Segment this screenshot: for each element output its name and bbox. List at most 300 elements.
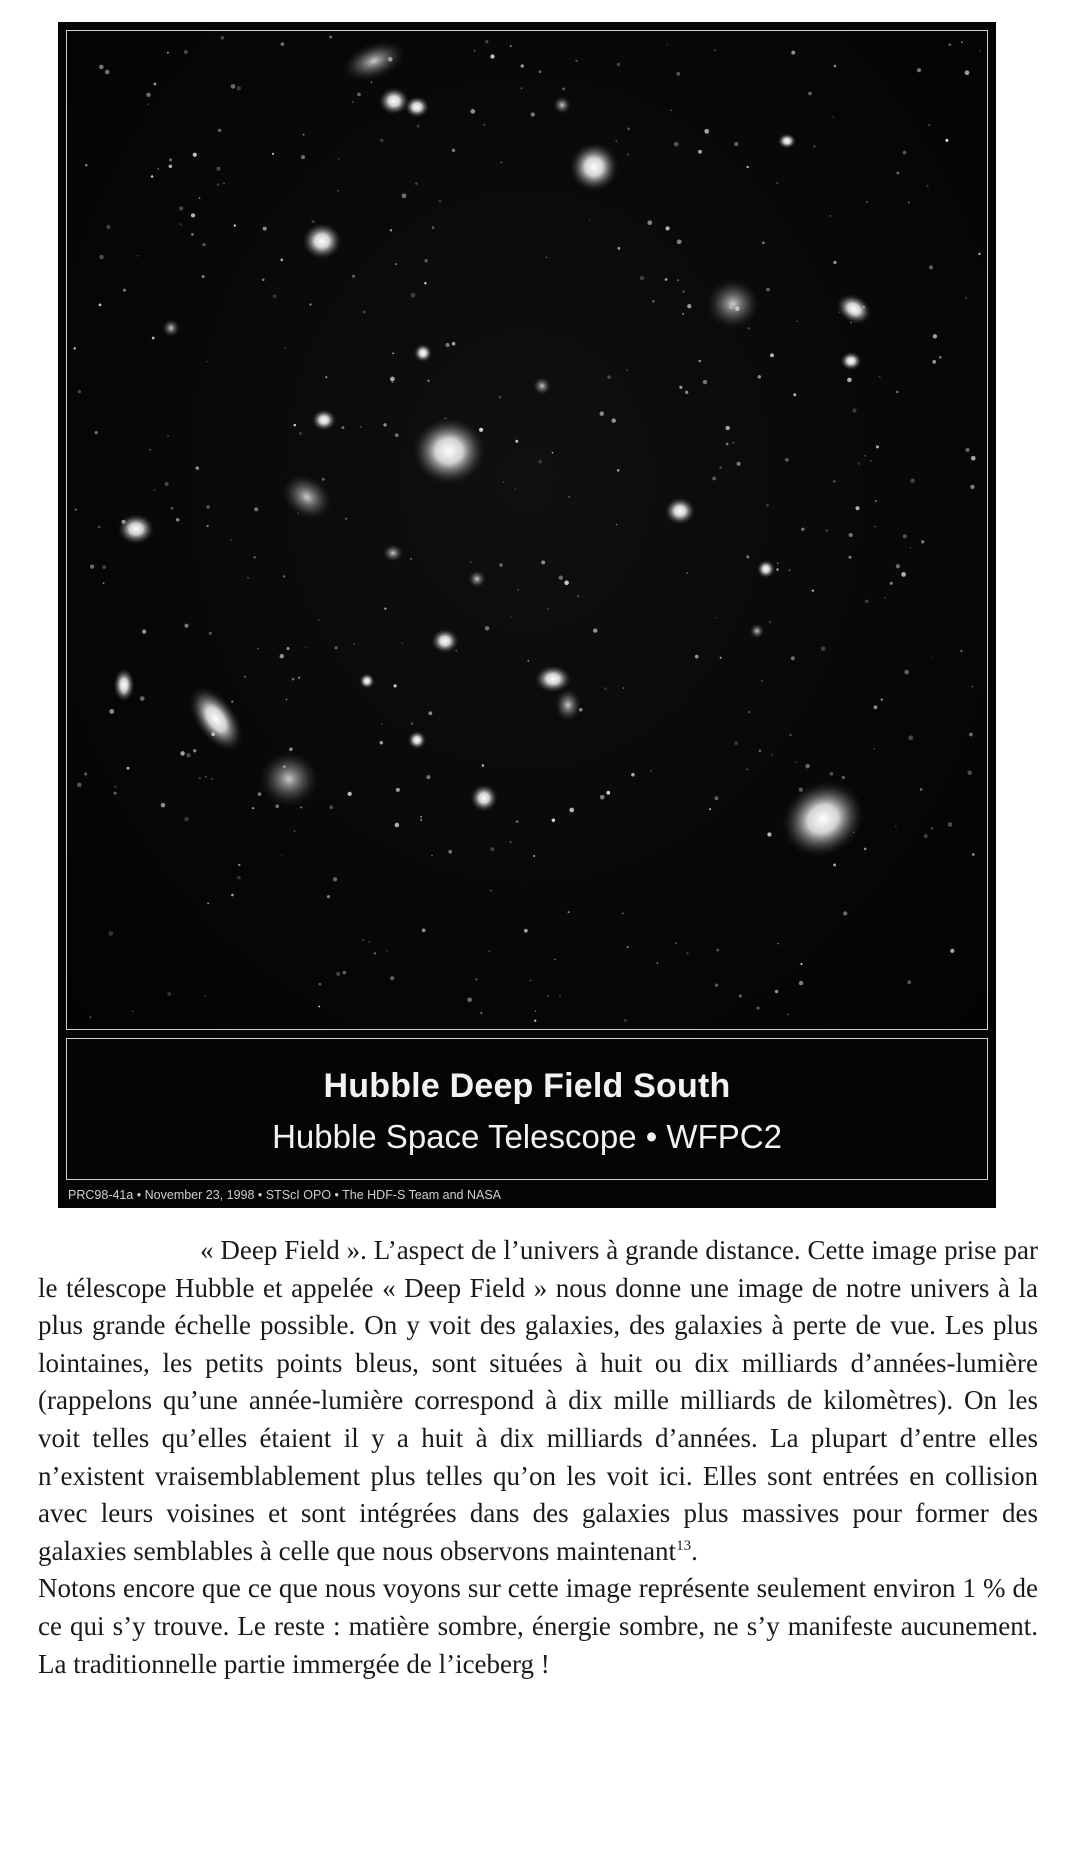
faint-galaxy-speck bbox=[206, 505, 210, 509]
faint-galaxy-speck bbox=[395, 823, 400, 828]
faint-galaxy-speck bbox=[600, 411, 605, 416]
faint-galaxy-speck bbox=[352, 275, 355, 278]
faint-galaxy-speck bbox=[503, 481, 504, 482]
faint-galaxy-speck bbox=[524, 929, 528, 933]
faint-galaxy-speck bbox=[516, 820, 519, 823]
faint-galaxy-speck bbox=[137, 255, 139, 257]
faint-galaxy-speck bbox=[852, 408, 856, 412]
faint-galaxy-speck bbox=[715, 984, 718, 987]
faint-galaxy-speck bbox=[484, 124, 486, 126]
faint-galaxy-speck bbox=[114, 786, 116, 788]
faint-galaxy-speck bbox=[78, 390, 81, 393]
faint-galaxy-speck bbox=[933, 334, 937, 338]
faint-galaxy-speck bbox=[258, 792, 262, 796]
faint-galaxy-speck bbox=[281, 855, 283, 857]
faint-galaxy-speck bbox=[238, 864, 240, 866]
faint-galaxy-speck bbox=[223, 183, 225, 185]
faint-galaxy-speck bbox=[924, 834, 928, 838]
faint-galaxy-speck bbox=[474, 50, 475, 51]
faint-galaxy-speck bbox=[180, 223, 182, 225]
galaxy bbox=[407, 730, 426, 749]
galaxy bbox=[765, 763, 881, 874]
faint-galaxy-speck bbox=[555, 959, 556, 960]
faint-galaxy-speck bbox=[90, 565, 94, 569]
faint-galaxy-speck bbox=[510, 841, 512, 843]
faint-galaxy-speck bbox=[237, 876, 241, 880]
faint-galaxy-speck bbox=[712, 477, 716, 481]
faint-galaxy-speck bbox=[161, 803, 166, 808]
faint-galaxy-speck bbox=[758, 375, 762, 379]
faint-galaxy-speck bbox=[967, 771, 972, 776]
faint-galaxy-speck bbox=[254, 556, 256, 558]
faint-galaxy-speck bbox=[606, 791, 610, 795]
faint-galaxy-speck bbox=[475, 978, 477, 980]
galaxy bbox=[257, 749, 321, 810]
faint-galaxy-speck bbox=[329, 36, 332, 39]
faint-galaxy-speck bbox=[311, 220, 314, 223]
faint-galaxy-speck bbox=[165, 482, 169, 486]
faint-galaxy-speck bbox=[217, 184, 219, 186]
faint-galaxy-speck bbox=[415, 182, 418, 185]
galaxy bbox=[404, 96, 430, 118]
faint-galaxy-speck bbox=[147, 103, 149, 105]
faint-galaxy-speck bbox=[687, 952, 689, 954]
faint-galaxy-speck bbox=[623, 687, 625, 689]
faint-galaxy-speck bbox=[604, 687, 607, 690]
faint-galaxy-speck bbox=[839, 312, 840, 313]
faint-galaxy-speck bbox=[284, 347, 286, 349]
faint-galaxy-speck bbox=[917, 68, 921, 72]
faint-galaxy-speck bbox=[579, 708, 583, 712]
faint-galaxy-speck bbox=[640, 276, 644, 280]
faint-galaxy-speck bbox=[193, 749, 196, 752]
faint-galaxy-speck bbox=[281, 42, 284, 45]
faint-galaxy-speck bbox=[929, 265, 933, 269]
faint-galaxy-speck bbox=[616, 524, 618, 526]
paragraph-1 bbox=[38, 1232, 1038, 1570]
faint-galaxy-speck bbox=[154, 489, 156, 491]
faint-galaxy-speck bbox=[830, 772, 834, 776]
faint-galaxy-speck bbox=[368, 941, 370, 943]
faint-galaxy-speck bbox=[766, 288, 770, 292]
faint-galaxy-speck bbox=[575, 60, 577, 62]
faint-galaxy-speck bbox=[734, 142, 738, 146]
faint-galaxy-speck bbox=[762, 242, 764, 244]
faint-galaxy-speck bbox=[714, 49, 716, 51]
faint-galaxy-speck bbox=[972, 853, 975, 856]
faint-galaxy-speck bbox=[501, 162, 502, 163]
faint-galaxy-speck bbox=[589, 219, 590, 220]
faint-galaxy-speck bbox=[849, 533, 853, 537]
faint-galaxy-speck bbox=[607, 375, 610, 378]
faint-galaxy-speck bbox=[808, 92, 812, 96]
faint-galaxy-speck bbox=[422, 928, 426, 932]
galaxy bbox=[301, 222, 343, 260]
faint-galaxy-speck bbox=[903, 534, 907, 538]
faint-galaxy-speck bbox=[907, 980, 911, 984]
galaxy bbox=[532, 376, 551, 395]
faint-galaxy-speck bbox=[895, 826, 896, 827]
faint-galaxy-speck bbox=[98, 526, 101, 529]
faint-galaxy-speck bbox=[617, 63, 620, 66]
faint-galaxy-speck bbox=[793, 393, 796, 396]
faint-galaxy-speck bbox=[374, 952, 377, 955]
faint-galaxy-speck bbox=[618, 247, 621, 250]
faint-galaxy-speck bbox=[650, 770, 652, 772]
faint-galaxy-speck bbox=[390, 976, 394, 980]
faint-galaxy-speck bbox=[184, 817, 188, 821]
faint-galaxy-speck bbox=[624, 1019, 627, 1022]
image-credit: PRC98-41a • November 23, 1998 • STScI OPO • The HDF-S Team and NASA bbox=[68, 1188, 501, 1202]
faint-galaxy-speck bbox=[428, 711, 432, 715]
faint-galaxy-speck bbox=[667, 44, 668, 45]
faint-galaxy-speck bbox=[191, 213, 195, 217]
faint-galaxy-speck bbox=[207, 902, 209, 904]
faint-galaxy-speck bbox=[970, 485, 974, 489]
faint-galaxy-speck bbox=[390, 377, 395, 382]
faint-galaxy-speck bbox=[480, 1012, 482, 1014]
faint-galaxy-speck bbox=[393, 684, 396, 687]
faint-galaxy-speck bbox=[777, 562, 779, 564]
faint-galaxy-speck bbox=[695, 655, 699, 659]
faint-galaxy-speck bbox=[547, 995, 549, 997]
galaxy bbox=[271, 462, 344, 532]
faint-galaxy-speck bbox=[102, 566, 105, 569]
faint-galaxy-speck bbox=[294, 424, 297, 427]
faint-galaxy-speck bbox=[309, 303, 311, 305]
faint-galaxy-speck bbox=[698, 150, 702, 154]
faint-galaxy-speck bbox=[848, 556, 851, 559]
galaxy bbox=[117, 513, 155, 545]
faint-galaxy-speck bbox=[948, 43, 951, 46]
faint-galaxy-speck bbox=[482, 764, 484, 766]
faint-galaxy-speck bbox=[146, 93, 150, 97]
faint-galaxy-speck bbox=[202, 275, 205, 278]
faint-galaxy-speck bbox=[216, 167, 220, 171]
faint-galaxy-speck bbox=[231, 84, 236, 89]
faint-galaxy-speck bbox=[960, 650, 962, 652]
faint-galaxy-speck bbox=[152, 337, 155, 340]
faint-galaxy-speck bbox=[799, 788, 803, 792]
faint-galaxy-speck bbox=[338, 158, 340, 160]
faint-galaxy-speck bbox=[348, 792, 352, 796]
faint-galaxy-speck bbox=[75, 509, 78, 512]
faint-galaxy-speck bbox=[151, 175, 154, 178]
faint-galaxy-speck bbox=[381, 723, 382, 724]
faint-galaxy-speck bbox=[801, 528, 804, 531]
faint-galaxy-speck bbox=[568, 496, 570, 498]
faint-galaxy-speck bbox=[244, 676, 246, 678]
faint-galaxy-speck bbox=[384, 607, 386, 609]
caption-title: Hubble Deep Field South bbox=[323, 1067, 731, 1105]
faint-galaxy-speck bbox=[171, 507, 174, 510]
faint-galaxy-speck bbox=[978, 253, 981, 256]
faint-galaxy-speck bbox=[300, 806, 302, 808]
faint-galaxy-speck bbox=[719, 467, 721, 469]
faint-galaxy-speck bbox=[862, 306, 865, 309]
faint-galaxy-speck bbox=[965, 448, 969, 452]
faint-galaxy-speck bbox=[85, 164, 87, 166]
faint-galaxy-speck bbox=[510, 45, 512, 47]
paragraph-2: Notons encore que ce que nous voyons sur cette image représente seulement environ 1 % de ce qui s’y trouve. Le reste : matière sombre, énergie sombre, ne s’y manifeste aucunement. La traditionnelle partie immergée de l’iceberg ! bbox=[38, 1573, 1038, 1679]
faint-galaxy-speck bbox=[627, 153, 629, 155]
faint-galaxy-speck bbox=[272, 153, 274, 155]
faint-galaxy-speck bbox=[534, 1020, 536, 1022]
faint-galaxy-speck bbox=[420, 816, 422, 818]
faint-galaxy-speck bbox=[383, 423, 386, 426]
faint-galaxy-speck bbox=[392, 381, 393, 382]
galaxy bbox=[552, 95, 571, 114]
faint-galaxy-speck bbox=[77, 783, 82, 788]
faint-galaxy-speck bbox=[969, 733, 973, 737]
faint-galaxy-speck bbox=[901, 572, 906, 577]
faint-galaxy-speck bbox=[777, 943, 779, 945]
faint-galaxy-speck bbox=[470, 561, 472, 563]
faint-galaxy-speck bbox=[357, 93, 361, 97]
faint-galaxy-speck bbox=[335, 646, 338, 649]
faint-galaxy-speck bbox=[748, 327, 750, 329]
faint-galaxy-speck bbox=[499, 396, 502, 399]
galaxy bbox=[113, 667, 135, 702]
faint-galaxy-speck bbox=[283, 575, 285, 577]
faint-galaxy-speck bbox=[709, 808, 711, 810]
faint-galaxy-speck bbox=[686, 572, 688, 574]
galaxy bbox=[431, 628, 460, 654]
footnote-ref: 13 bbox=[676, 1537, 692, 1554]
faint-galaxy-speck bbox=[142, 629, 146, 633]
faint-galaxy-speck bbox=[833, 480, 836, 483]
faint-galaxy-speck bbox=[850, 322, 852, 324]
faint-galaxy-speck bbox=[685, 391, 688, 394]
faint-galaxy-speck bbox=[908, 201, 910, 203]
faint-galaxy-speck bbox=[237, 86, 241, 90]
faint-galaxy-speck bbox=[627, 128, 630, 131]
paragraph-1-text: « Deep Field ». L’aspect de l’univers à grande distance. Cette image prise par le télescope Hubble et appelée « Deep Field » nous donne une image de notre univers à la plus grande échelle possible. On y voit des galaxies, des galaxies à perte de vue. Les plus lointaines, les petits points bleus, sont situées à huit ou dix milliards d’années-lumière (rappelons qu’une année-lumière correspond à dix mille milliards de kilomètres). On les voit telles qu’elles étaient il y a huit à dix milliards d’années. La plupart d’entre elles n’existent vraisemblablement plus telles qu’on les voit ici. Elles sont entrées en collision avec leurs voisines et sont intégrées dans des galaxies plus massives pour former des galaxies semblables à celle que nous observons maintenant bbox=[38, 1235, 1038, 1566]
faint-galaxy-speck bbox=[884, 597, 886, 599]
faint-galaxy-speck bbox=[569, 808, 574, 813]
faint-galaxy-speck bbox=[297, 512, 298, 513]
faint-galaxy-speck bbox=[360, 426, 362, 428]
faint-galaxy-speck bbox=[647, 220, 652, 225]
faint-galaxy-speck bbox=[853, 832, 855, 834]
faint-galaxy-speck bbox=[411, 722, 414, 725]
faint-galaxy-speck bbox=[330, 806, 334, 810]
faint-galaxy-speck bbox=[410, 558, 412, 560]
faint-galaxy-speck bbox=[870, 460, 871, 461]
faint-galaxy-speck bbox=[896, 391, 899, 394]
faint-galaxy-speck bbox=[874, 748, 875, 749]
faint-galaxy-speck bbox=[829, 215, 831, 217]
faint-galaxy-speck bbox=[402, 193, 407, 198]
faint-galaxy-speck bbox=[298, 677, 300, 679]
faint-galaxy-speck bbox=[842, 776, 845, 779]
faint-galaxy-speck bbox=[341, 426, 344, 429]
faint-galaxy-speck bbox=[169, 164, 173, 168]
faint-galaxy-speck bbox=[123, 692, 125, 694]
faint-galaxy-speck bbox=[732, 442, 734, 444]
figure-caption-box bbox=[66, 1038, 988, 1180]
faint-galaxy-speck bbox=[395, 263, 397, 265]
faint-galaxy-speck bbox=[123, 289, 126, 292]
faint-galaxy-speck bbox=[337, 190, 339, 192]
faint-galaxy-speck bbox=[280, 654, 284, 658]
faint-galaxy-speck bbox=[99, 255, 103, 259]
faint-galaxy-speck bbox=[489, 951, 490, 952]
faint-galaxy-speck bbox=[682, 313, 684, 315]
faint-galaxy-speck bbox=[445, 418, 447, 420]
faint-galaxy-speck bbox=[965, 70, 970, 75]
faint-galaxy-speck bbox=[843, 911, 847, 915]
faint-galaxy-speck bbox=[600, 795, 605, 800]
faint-galaxy-speck bbox=[687, 304, 691, 308]
galaxy bbox=[554, 687, 583, 722]
faint-galaxy-speck bbox=[371, 82, 372, 83]
galaxy bbox=[334, 31, 413, 91]
faint-galaxy-speck bbox=[499, 563, 503, 567]
faint-galaxy-speck bbox=[380, 741, 383, 744]
faint-galaxy-speck bbox=[286, 699, 288, 701]
faint-galaxy-speck bbox=[785, 458, 789, 462]
faint-galaxy-speck bbox=[103, 582, 105, 584]
faint-galaxy-speck bbox=[921, 540, 924, 543]
faint-galaxy-speck bbox=[345, 518, 347, 520]
faint-galaxy-speck bbox=[109, 709, 114, 714]
faint-galaxy-speck bbox=[485, 626, 490, 631]
faint-galaxy-speck bbox=[622, 912, 624, 914]
caption-subtitle: Hubble Space Telescope • WFPC2 bbox=[272, 1118, 782, 1155]
faint-galaxy-speck bbox=[795, 762, 796, 763]
faint-galaxy-speck bbox=[448, 850, 452, 854]
faint-galaxy-speck bbox=[424, 282, 426, 284]
faint-galaxy-speck bbox=[879, 376, 881, 378]
faint-galaxy-speck bbox=[874, 705, 878, 709]
faint-galaxy-speck bbox=[327, 895, 330, 898]
faint-galaxy-speck bbox=[747, 166, 749, 168]
faint-galaxy-speck bbox=[920, 788, 923, 791]
faint-galaxy-speck bbox=[221, 36, 224, 39]
faint-galaxy-speck bbox=[431, 855, 433, 857]
faint-galaxy-speck bbox=[787, 1014, 789, 1016]
faint-galaxy-speck bbox=[209, 632, 212, 635]
galaxy bbox=[756, 559, 775, 578]
faint-galaxy-speck bbox=[776, 568, 778, 570]
faint-galaxy-speck bbox=[593, 628, 597, 632]
faint-galaxy-speck bbox=[490, 890, 492, 892]
faint-galaxy-speck bbox=[771, 754, 773, 756]
faint-galaxy-speck bbox=[176, 518, 180, 522]
faint-galaxy-speck bbox=[467, 997, 472, 1002]
galaxy bbox=[311, 409, 337, 431]
faint-galaxy-speck bbox=[247, 577, 249, 579]
faint-galaxy-speck bbox=[388, 57, 393, 62]
faint-galaxy-speck bbox=[218, 129, 221, 132]
faint-galaxy-speck bbox=[99, 65, 104, 70]
faint-galaxy-speck bbox=[866, 201, 867, 202]
faint-galaxy-speck bbox=[90, 1017, 91, 1018]
faint-galaxy-speck bbox=[903, 151, 907, 155]
faint-galaxy-speck bbox=[890, 582, 893, 585]
faint-galaxy-speck bbox=[874, 526, 875, 527]
faint-galaxy-speck bbox=[562, 87, 565, 90]
faint-galaxy-speck bbox=[972, 686, 974, 688]
faint-galaxy-speck bbox=[568, 911, 570, 913]
faint-galaxy-speck bbox=[833, 116, 834, 117]
faint-galaxy-speck bbox=[515, 440, 518, 443]
faint-galaxy-speck bbox=[390, 229, 392, 231]
faint-galaxy-speck bbox=[322, 478, 325, 481]
faint-galaxy-speck bbox=[966, 297, 967, 298]
faint-galaxy-speck bbox=[74, 347, 76, 349]
faint-galaxy-speck bbox=[734, 742, 737, 745]
faint-galaxy-speck bbox=[530, 980, 532, 982]
faint-galaxy-speck bbox=[203, 243, 206, 246]
faint-galaxy-speck bbox=[132, 1011, 133, 1012]
faint-galaxy-speck bbox=[333, 877, 337, 881]
faint-galaxy-speck bbox=[796, 320, 798, 322]
faint-galaxy-speck bbox=[289, 748, 292, 751]
faint-galaxy-speck bbox=[343, 971, 346, 974]
faint-galaxy-speck bbox=[354, 643, 355, 644]
faint-galaxy-speck bbox=[931, 827, 934, 830]
faint-galaxy-speck bbox=[805, 764, 810, 769]
faint-galaxy-speck bbox=[910, 478, 914, 482]
faint-galaxy-speck bbox=[714, 796, 718, 800]
faint-galaxy-speck bbox=[615, 140, 616, 141]
faint-galaxy-speck bbox=[739, 995, 742, 998]
faint-galaxy-speck bbox=[813, 145, 815, 147]
faint-galaxy-speck bbox=[945, 139, 948, 142]
faint-galaxy-speck bbox=[417, 125, 420, 128]
faint-galaxy-speck bbox=[926, 185, 928, 187]
faint-galaxy-speck bbox=[199, 777, 201, 779]
faint-galaxy-speck bbox=[196, 466, 200, 470]
faint-galaxy-speck bbox=[533, 855, 535, 857]
faint-galaxy-speck bbox=[703, 380, 707, 384]
faint-galaxy-speck bbox=[262, 278, 265, 281]
faint-galaxy-speck bbox=[432, 226, 435, 229]
faint-galaxy-speck bbox=[263, 227, 267, 231]
faint-galaxy-speck bbox=[184, 50, 188, 54]
faint-galaxy-speck bbox=[352, 101, 353, 102]
faint-galaxy-speck bbox=[395, 433, 399, 437]
faint-galaxy-speck bbox=[961, 41, 963, 43]
faint-galaxy-speck bbox=[511, 616, 513, 618]
faint-galaxy-speck bbox=[158, 168, 159, 169]
galaxy-field bbox=[67, 31, 987, 1029]
faint-galaxy-speck bbox=[671, 110, 672, 111]
faint-galaxy-speck bbox=[546, 257, 548, 259]
faint-galaxy-speck bbox=[939, 356, 942, 359]
faint-galaxy-speck bbox=[875, 500, 877, 502]
faint-galaxy-speck bbox=[479, 428, 483, 432]
faint-galaxy-speck bbox=[539, 70, 542, 73]
faint-galaxy-speck bbox=[193, 153, 197, 157]
faint-galaxy-speck bbox=[847, 378, 852, 383]
faint-galaxy-speck bbox=[490, 847, 494, 851]
faint-galaxy-speck bbox=[761, 680, 763, 682]
faint-galaxy-speck bbox=[682, 290, 685, 293]
faint-galaxy-speck bbox=[665, 278, 668, 281]
galaxy bbox=[830, 287, 878, 331]
faint-galaxy-speck bbox=[715, 617, 716, 618]
faint-galaxy-speck bbox=[167, 435, 169, 437]
faint-galaxy-speck bbox=[380, 138, 384, 142]
faint-galaxy-speck bbox=[121, 520, 125, 524]
faint-galaxy-speck bbox=[319, 983, 322, 986]
faint-galaxy-speck bbox=[420, 819, 422, 821]
faint-galaxy-speck bbox=[191, 233, 194, 236]
faint-galaxy-speck bbox=[932, 360, 936, 364]
